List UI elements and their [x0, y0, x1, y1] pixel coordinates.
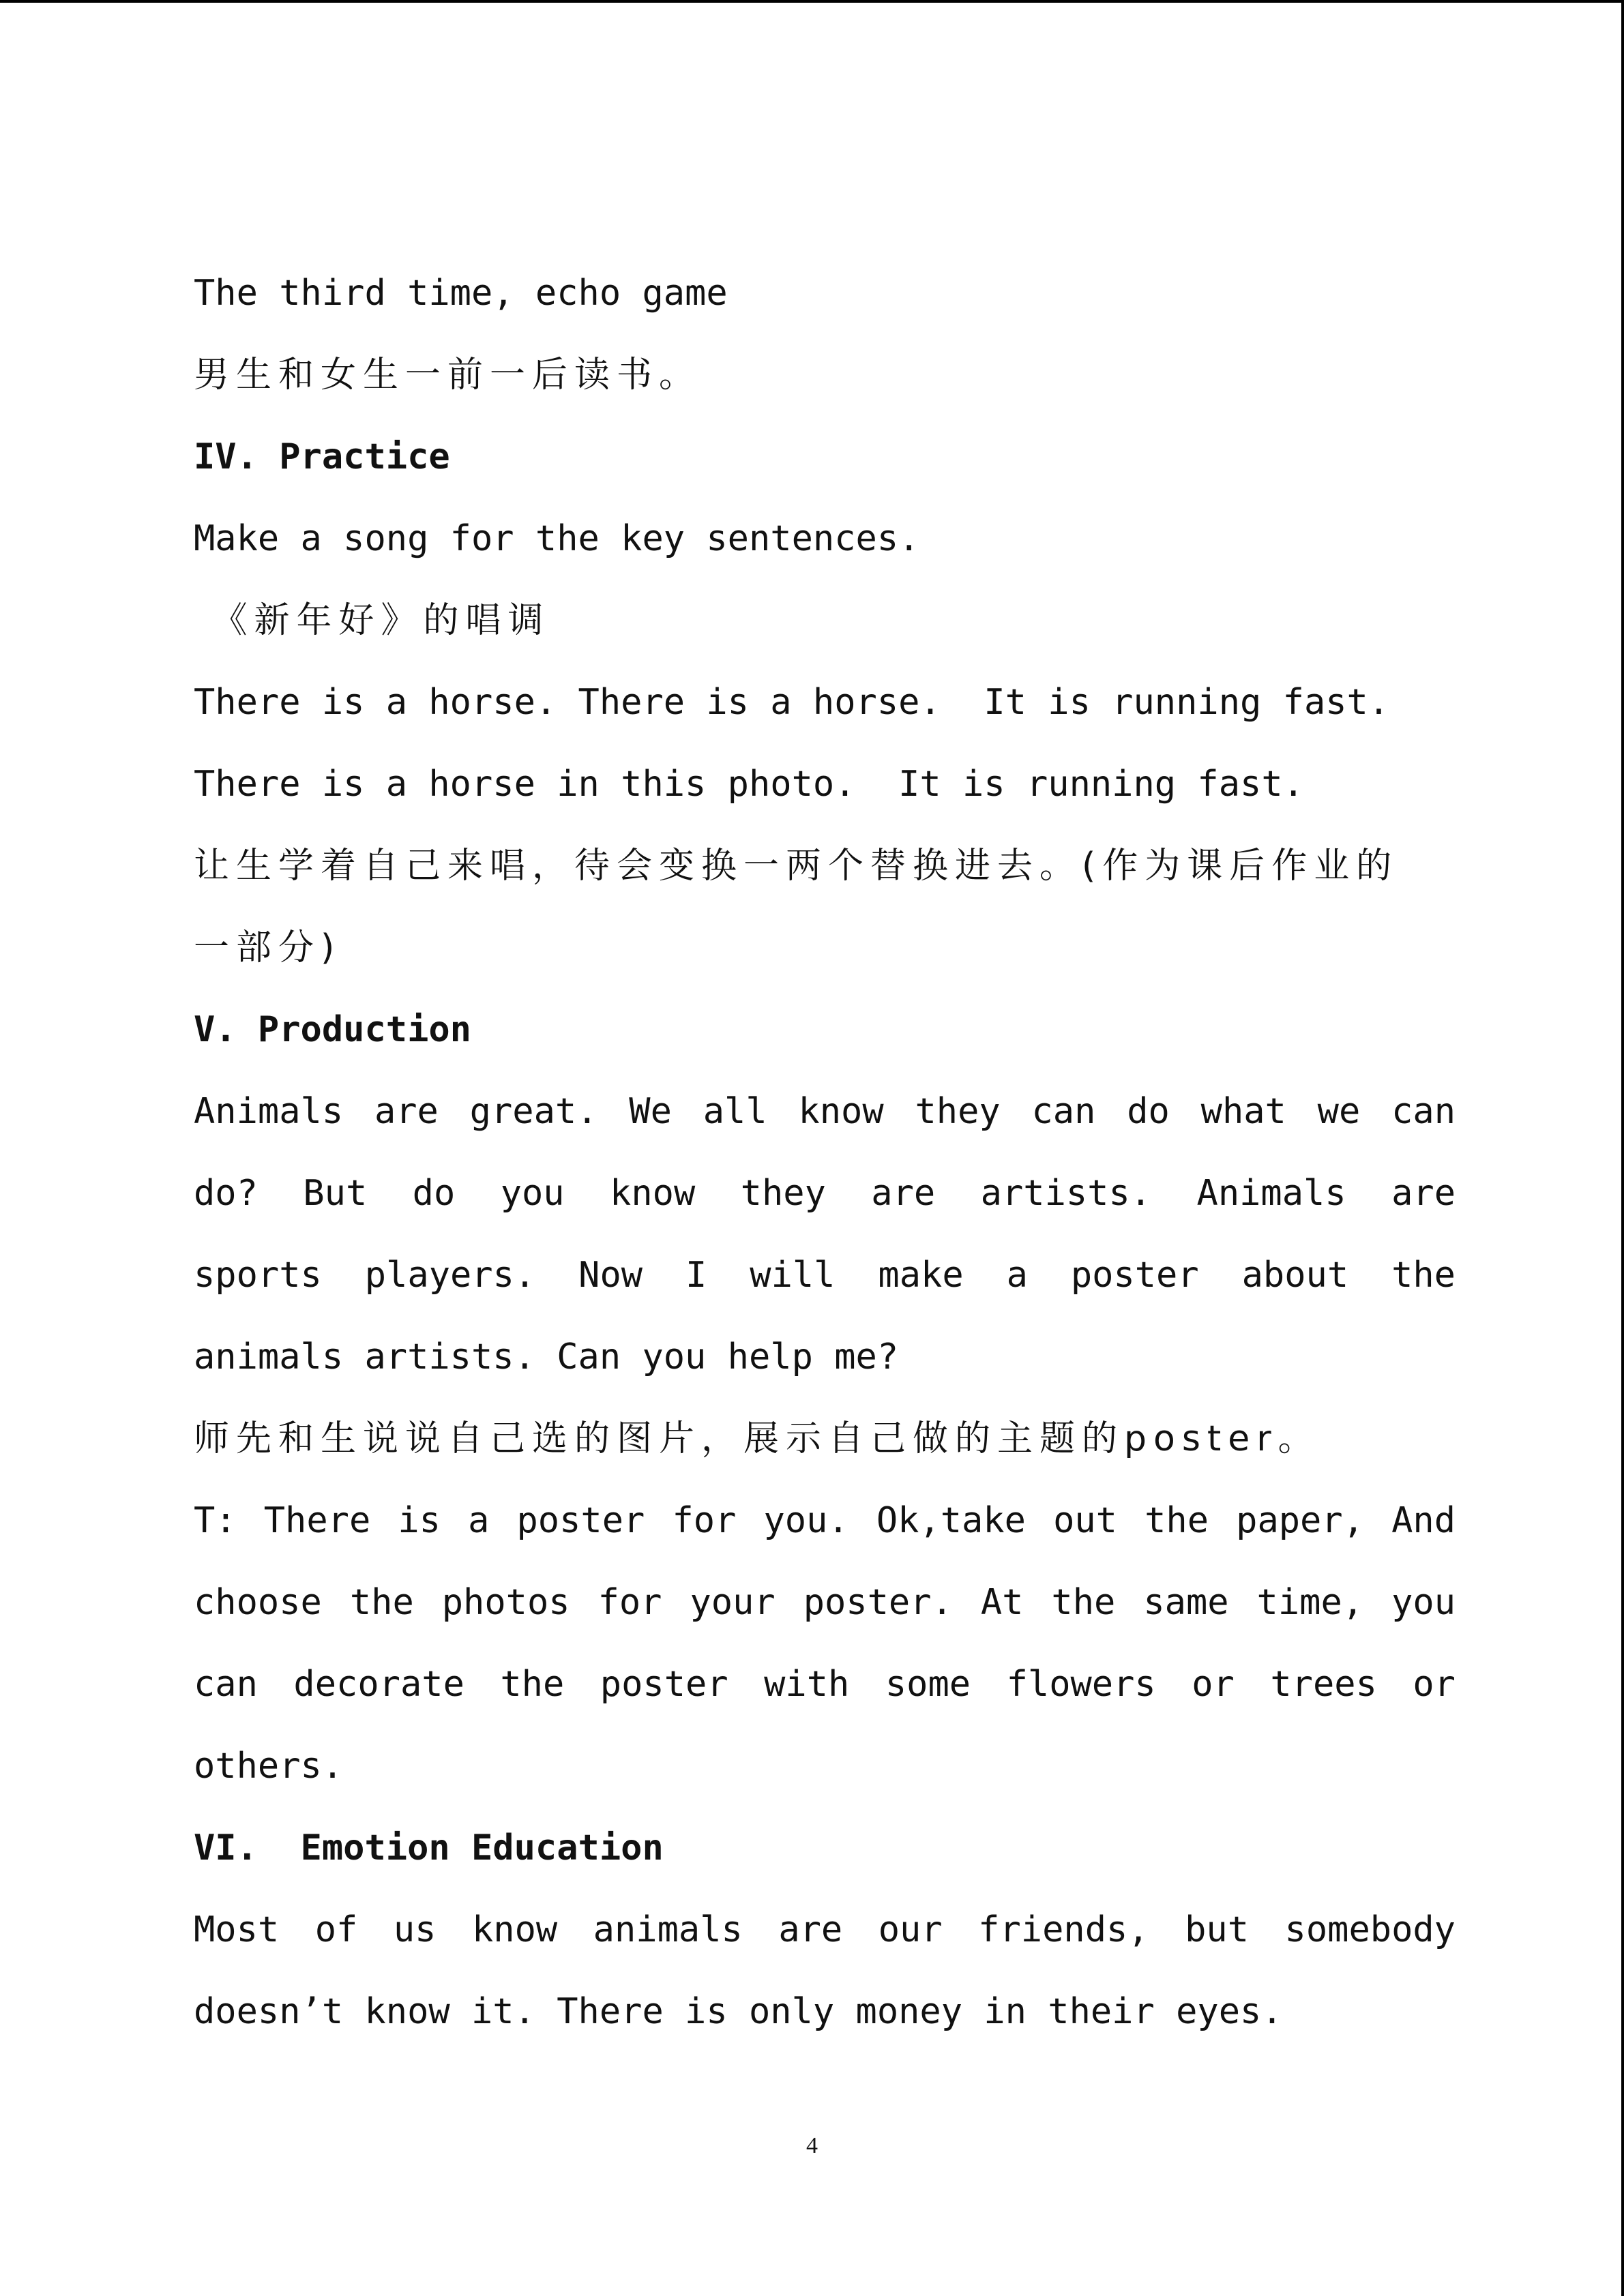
- section-heading: VI. Emotion Education: [194, 1828, 664, 1868]
- text-line: choose the photos for your poster. At the same time, you: [194, 1582, 1456, 1623]
- text-line: Animals are great. We all know they can do what we can: [194, 1091, 1456, 1132]
- text-line: 《新年好》的唱调: [194, 600, 550, 641]
- text-line: can decorate the poster with some flowers or trees or: [194, 1664, 1456, 1705]
- document-body: [194, 252, 1456, 2053]
- text-line: animals artists. Can you help me?: [194, 1337, 899, 1377]
- text-line: 师先和生说说自己选的图片，展示自己做的主题的poster。: [194, 1418, 1320, 1459]
- text-line: others.: [194, 1746, 344, 1787]
- text-line: 让生学着自己来唱，待会变换一两个替换进去。(作为课后作业的: [194, 846, 1399, 886]
- text-line: 一部分): [194, 927, 342, 968]
- page-number: 4: [806, 2133, 818, 2158]
- text-line: do? But do you know they are artists. Animals are: [194, 1173, 1456, 1214]
- text-line: doesn’t know it. There is only money in their eyes.: [194, 1991, 1283, 2032]
- text-line: T: There is a poster for you. Ok,take out the paper, And: [194, 1500, 1456, 1541]
- section-heading: V. Production: [194, 1009, 471, 1050]
- page-right-border: [1621, 0, 1624, 2296]
- text-line: sports players. Now I will make a poster about the: [194, 1255, 1456, 1296]
- text-line: There is a horse in this photo. It is running fast.: [194, 764, 1304, 805]
- text-line: Make a song for the key sentences.: [194, 518, 920, 559]
- text-line: There is a horse. There is a horse. It is running fast.: [194, 682, 1390, 723]
- section-heading: IV. Practice: [194, 436, 450, 477]
- page-top-border: [0, 0, 1624, 3]
- text-line: Most of us know animals are our friends, but somebody: [194, 1909, 1456, 1950]
- text-line: The third time, echo game: [194, 273, 728, 314]
- text-line: 男生和女生一前一后读书。: [194, 355, 702, 396]
